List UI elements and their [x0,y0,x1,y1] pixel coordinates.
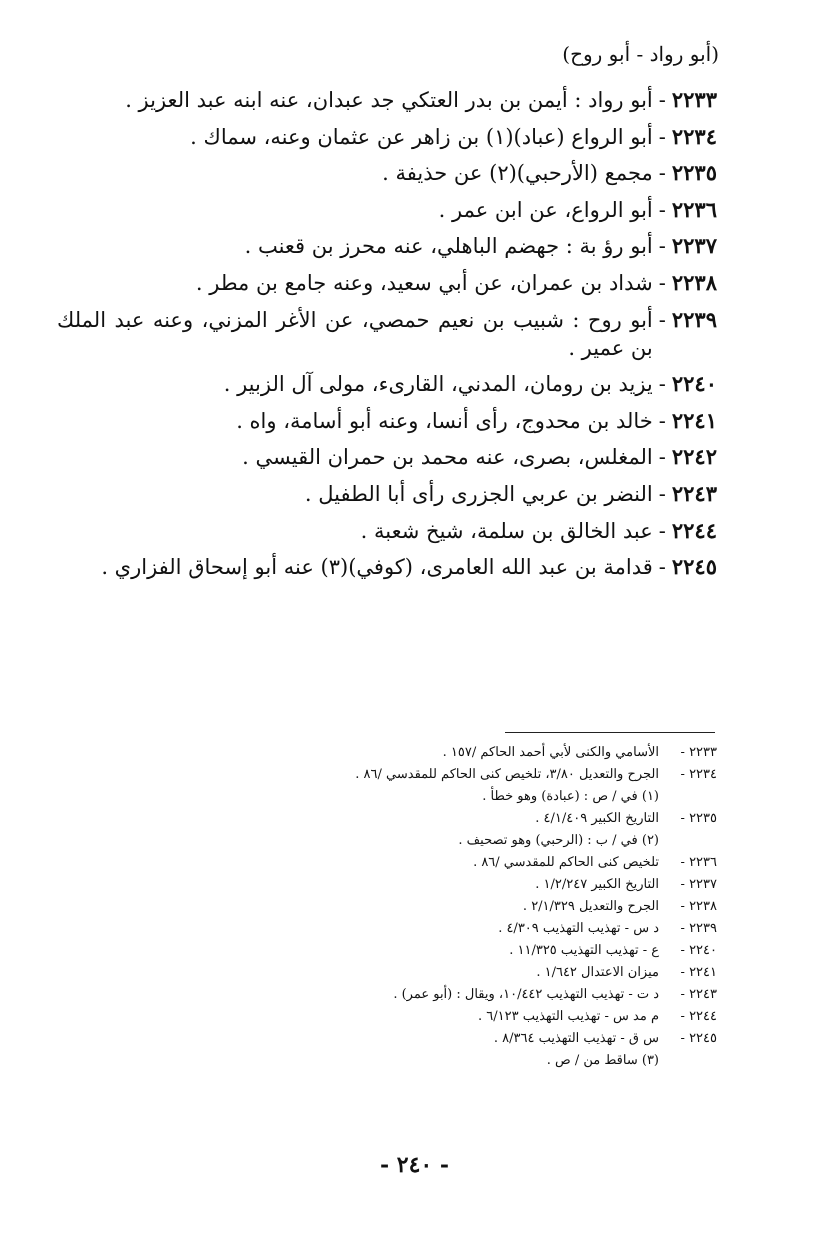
footnote-ref: ٢٢٣٤ - [680,767,717,782]
entry-number: ٢٢٤١ [671,407,717,433]
footnote [157,942,717,960]
entry-number: ٢٢٣٨ [671,269,717,295]
footnote [157,744,717,762]
footnote-ref [659,1052,717,1070]
footnote-ref: ٢٢٣٣ - [680,745,717,760]
entry: ٢٢٣٩ - أبو روح : شبيب بن نعيم حمصي، عن الأغر المزني، وعنه عبد الملك بن عمير . [57,306,717,360]
footnote [157,810,717,828]
entry-text: أبو الرواع، عن ابن عمر . [438,197,653,222]
footnote-ref: ٢٢٣٨ - [680,899,717,914]
entry-text: أبو الرواع (عباد)(١) بن زاهر عن عثمان وعنه، سماك . [190,124,653,149]
entry-number: ٢٢٤٠ [671,371,717,397]
entry-text: شداد بن عمران، عن أبي سعيد، وعنه جامع بن مطر . [195,270,653,295]
footnote-ref: ٢٢٣٧ - [680,877,717,892]
footnote-ref [659,788,717,806]
footnote [157,854,717,872]
footnote [157,1052,717,1070]
entry-number: ٢٢٣٤ [671,123,717,149]
footnote-ref: ٢٢٤٥ - [680,1031,717,1046]
entry-number: ٢٢٣٧ [671,233,717,259]
entry: ٢٢٣٨ - شداد بن عمران، عن أبي سعيد، وعنه جامع بن مطر . [57,269,717,297]
entry-number: ٢٢٣٦ [671,196,717,222]
entry-text: عبد الخالق بن سلمة، شيخ شعبة . [360,518,653,543]
entry-number: ٢٢٣٣ [671,87,717,112]
entry-text: النضر بن عربي الجزرى رأى أبا الطفيل . [304,481,653,506]
footnote-ref: ٢٢٤١ - [680,965,717,980]
entry-number: ٢٢٤٢ [671,444,717,470]
footnote-text: الجرح والتعديل ٣/٨٠، تلخيص كنى الحاكم للمقدسي /٨٦ . [355,767,659,782]
footnote-text: ميزان الاعتدال ١/٦٤٢ . [536,965,659,980]
footnote-ref: ٢٢٤٠ - [680,943,717,958]
entry-text: مجمع (الأرحبي)(٢) عن حذيفة . [382,161,653,186]
footnote-text: س ق - تهذيب التهذيب ٨/٣٦٤ . [493,1031,659,1046]
entries-list [57,86,717,590]
entry-number: ٢٢٤٣ [671,480,717,506]
footnote-divider [505,732,715,733]
footnote-text: التاريخ الكبير ١/٢/٢٤٧ . [535,877,659,892]
footnotes [157,744,717,1074]
footnote-text: تلخيص كنى الحاكم للمقدسي /٨٦ . [473,855,659,870]
footnote [157,964,717,982]
entry: ٢٢٤١ - خالد بن محدوج، رأى أنسا، وعنه أبو أسامة، واه . [57,407,717,435]
entry-number: ٢٢٣٩ [671,306,717,332]
footnote-text: ع - تهذيب التهذيب ١١/٣٢٥ . [509,943,659,958]
footnote-ref: ٢٢٣٥ - [680,811,717,826]
footnote-text: م مد س - تهذيب التهذيب ٦/١٢٣ . [478,1009,659,1024]
entry-text: أبو رواد : أيمن بن بدر العتكي جد عبدان، عنه ابنه عبد العزيز . [125,88,653,112]
entry: ٢٢٤٠ - يزيد بن رومان، المدني، القارىء، مولى آل الزبير . [57,370,717,398]
entry-text: أبو رؤ بة : جهضم الباهلي، عنه محرز بن قعنب . [244,234,653,259]
entry: ٢٢٤٣ - النضر بن عربي الجزرى رأى أبا الطفيل . [57,480,717,508]
footnote-ref [659,832,717,850]
footnote-text: (١) في / ص : (عبادة) وهو خطأ . [482,789,659,804]
entry-text: خالد بن محدوج، رأى أنسا، وعنه أبو أسامة، واه . [236,408,653,433]
footnote [157,898,717,916]
footnote [157,986,717,1004]
footnote [157,876,717,894]
footnote-ref: ٢٢٣٦ - [680,855,717,870]
footnote-text: د س - تهذيب التهذيب ٤/٣٠٩ . [498,921,659,936]
entry-number: ٢٢٣٥ [671,160,717,186]
entry-text: يزيد بن رومان، المدني، القارىء، مولى آل الزبير . [223,372,653,397]
footnote-ref: ٢٢٤٤ - [680,1009,717,1024]
entry: ٢٢٣٧ - أبو رؤ بة : جهضم الباهلي، عنه محرز بن قعنب . [57,232,717,260]
footnote-text: (٣) ساقط من / ص . [546,1053,659,1068]
entry-number: ٢٢٤٥ [671,554,717,580]
entry: ٢٢٤٤ - عبد الخالق بن سلمة، شيخ شعبة . [57,517,717,545]
page-number: - ٢٤٠ - [379,1152,450,1178]
footnote-text: الجرح والتعديل ٢/١/٣٢٩ . [522,899,659,914]
footnote-text: التاريخ الكبير ٤/١/٤٠٩ . [535,811,659,826]
footnote [157,1030,717,1048]
footnote-text: (٢) في / ب : (الرحبي) وهو تصحيف . [458,833,659,848]
footnote [157,766,717,784]
entry: ٢٢٣٦ - أبو الرواع، عن ابن عمر . [57,196,717,224]
footnote [157,832,717,850]
running-header: (أبو رواد - أبو روح) [562,42,719,66]
entry-number: ٢٢٤٤ [671,517,717,543]
entry: ٢٢٣٣ - أبو رواد : أيمن بن بدر العتكي جد عبدان، عنه ابنه عبد العزيز . [57,86,717,114]
footnote [157,788,717,806]
footnote-text: الأسامي والكنى لأبي أحمد الحاكم /١٥٧ . [442,745,659,760]
entry-text: قدامة بن عبد الله العامرى، (كوفي)(٣) عنه أبو إسحاق الفزاري . [101,555,653,580]
entry: ٢٢٣٥ - مجمع (الأرحبي)(٢) عن حذيفة . [57,159,717,187]
entry: ٢٢٤٥ - قدامة بن عبد الله العامرى، (كوفي)(٣) عنه أبو إسحاق الفزاري . [57,553,717,581]
entry: ٢٢٤٢ - المغلس، بصرى، عنه محمد بن حمران القيسي . [57,443,717,471]
entry: ٢٢٣٤ - أبو الرواع (عباد)(١) بن زاهر عن عثمان وعنه، سماك . [57,123,717,151]
footnote [157,920,717,938]
entry-text: المغلس، بصرى، عنه محمد بن حمران القيسي . [242,445,653,470]
footnote-text: د ت - تهذيب التهذيب ١٠/٤٤٢، ويقال : (أبو عمر) . [393,987,659,1002]
entry-text: أبو روح : شبيب بن نعيم حمصي، عن الأغر المزني، وعنه عبد الملك بن عمير . [57,307,653,360]
footnote-ref: ٢٢٣٩ - [680,921,717,936]
footnote-ref: ٢٢٤٣ - [680,987,717,1002]
footnote [157,1008,717,1026]
